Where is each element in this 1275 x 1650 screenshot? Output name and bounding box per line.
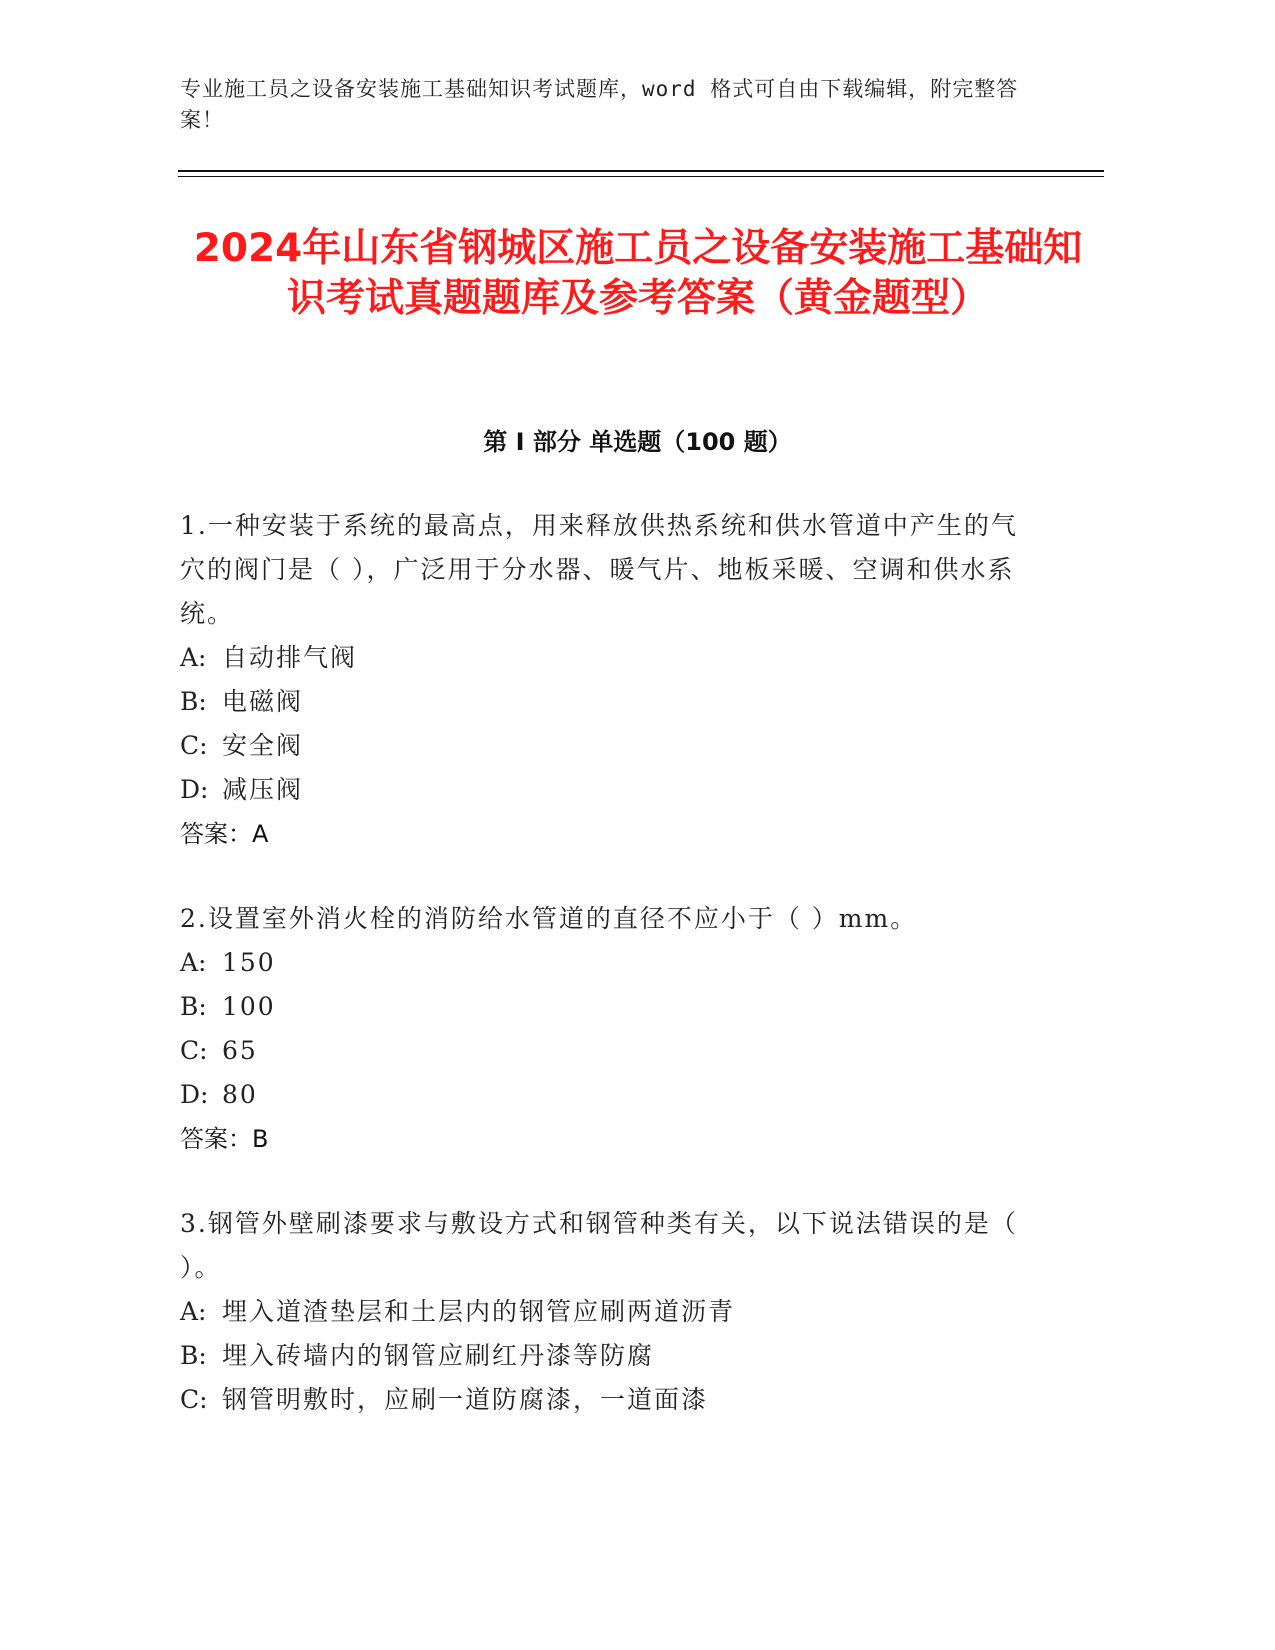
question-3 [180, 1202, 1040, 1422]
option-label: B: [180, 1341, 207, 1370]
question-1 [180, 504, 1040, 856]
option-text: 安全阀 [222, 731, 304, 760]
answer: 答案：A [180, 820, 269, 848]
option-a [180, 1290, 1040, 1334]
option-label: A: [180, 1297, 207, 1326]
option-c [180, 724, 1040, 768]
option-text: 钢管明敷时，应刷一道防腐漆，一道面漆 [222, 1385, 709, 1414]
option-text: 减压阀 [222, 775, 304, 804]
header-note: 专业施工员之设备安装施工基础知识考试题库，word 格式可自由下载编辑，附完整答案！ [180, 77, 1019, 132]
option-label: D: [180, 1080, 209, 1109]
question-stem: 3.钢管外壁刷漆要求与敷设方式和钢管种类有关，以下说法错误的是（ ）。 [180, 1209, 1018, 1282]
header-divider-thin [178, 176, 1104, 177]
option-b [180, 985, 1040, 1029]
option-label: A: [180, 948, 207, 977]
option-text: 100 [222, 992, 276, 1021]
question-2 [180, 897, 1040, 1161]
option-label: A: [180, 643, 207, 672]
question-stem: 1.一种安装于系统的最高点，用来释放供热系统和供水管道中产生的气穴的阀门是（ ），广泛用于分水器、暖气片、地板采暖、空调和供水系统。 [180, 511, 1018, 628]
option-c [180, 1029, 1040, 1073]
option-label: B: [180, 992, 207, 1021]
option-text: 65 [222, 1036, 258, 1065]
option-b [180, 680, 1040, 724]
option-label: C: [180, 1385, 208, 1414]
question-list [180, 504, 1040, 1463]
document-title: 2024年山东省钢城区施工员之设备安装施工基础知识考试真题题库及参考答案（黄金题型） [193, 226, 1083, 321]
answer: 答案：B [180, 1125, 269, 1153]
option-a [180, 941, 1040, 985]
option-text: 埋入道渣垫层和土层内的钢管应刷两道沥青 [222, 1297, 736, 1326]
header-divider [178, 170, 1104, 172]
option-d [180, 768, 1040, 812]
option-label: D: [180, 775, 209, 804]
option-text: 电磁阀 [222, 687, 304, 716]
option-b [180, 1334, 1040, 1378]
option-text: 150 [222, 948, 276, 977]
option-d [180, 1073, 1040, 1117]
option-c [180, 1378, 1040, 1422]
option-text: 自动排气阀 [222, 643, 358, 672]
option-label: C: [180, 731, 208, 760]
option-text: 埋入砖墙内的钢管应刷红丹漆等防腐 [222, 1341, 655, 1370]
option-a [180, 636, 1040, 680]
option-text: 80 [222, 1080, 258, 1109]
section-title: 第 I 部分 单选题（100 题） [483, 428, 792, 456]
option-label: C: [180, 1036, 208, 1065]
option-label: B: [180, 687, 207, 716]
question-stem: 2.设置室外消火栓的消防给水管道的直径不应小于（ ）mm。 [180, 904, 918, 933]
